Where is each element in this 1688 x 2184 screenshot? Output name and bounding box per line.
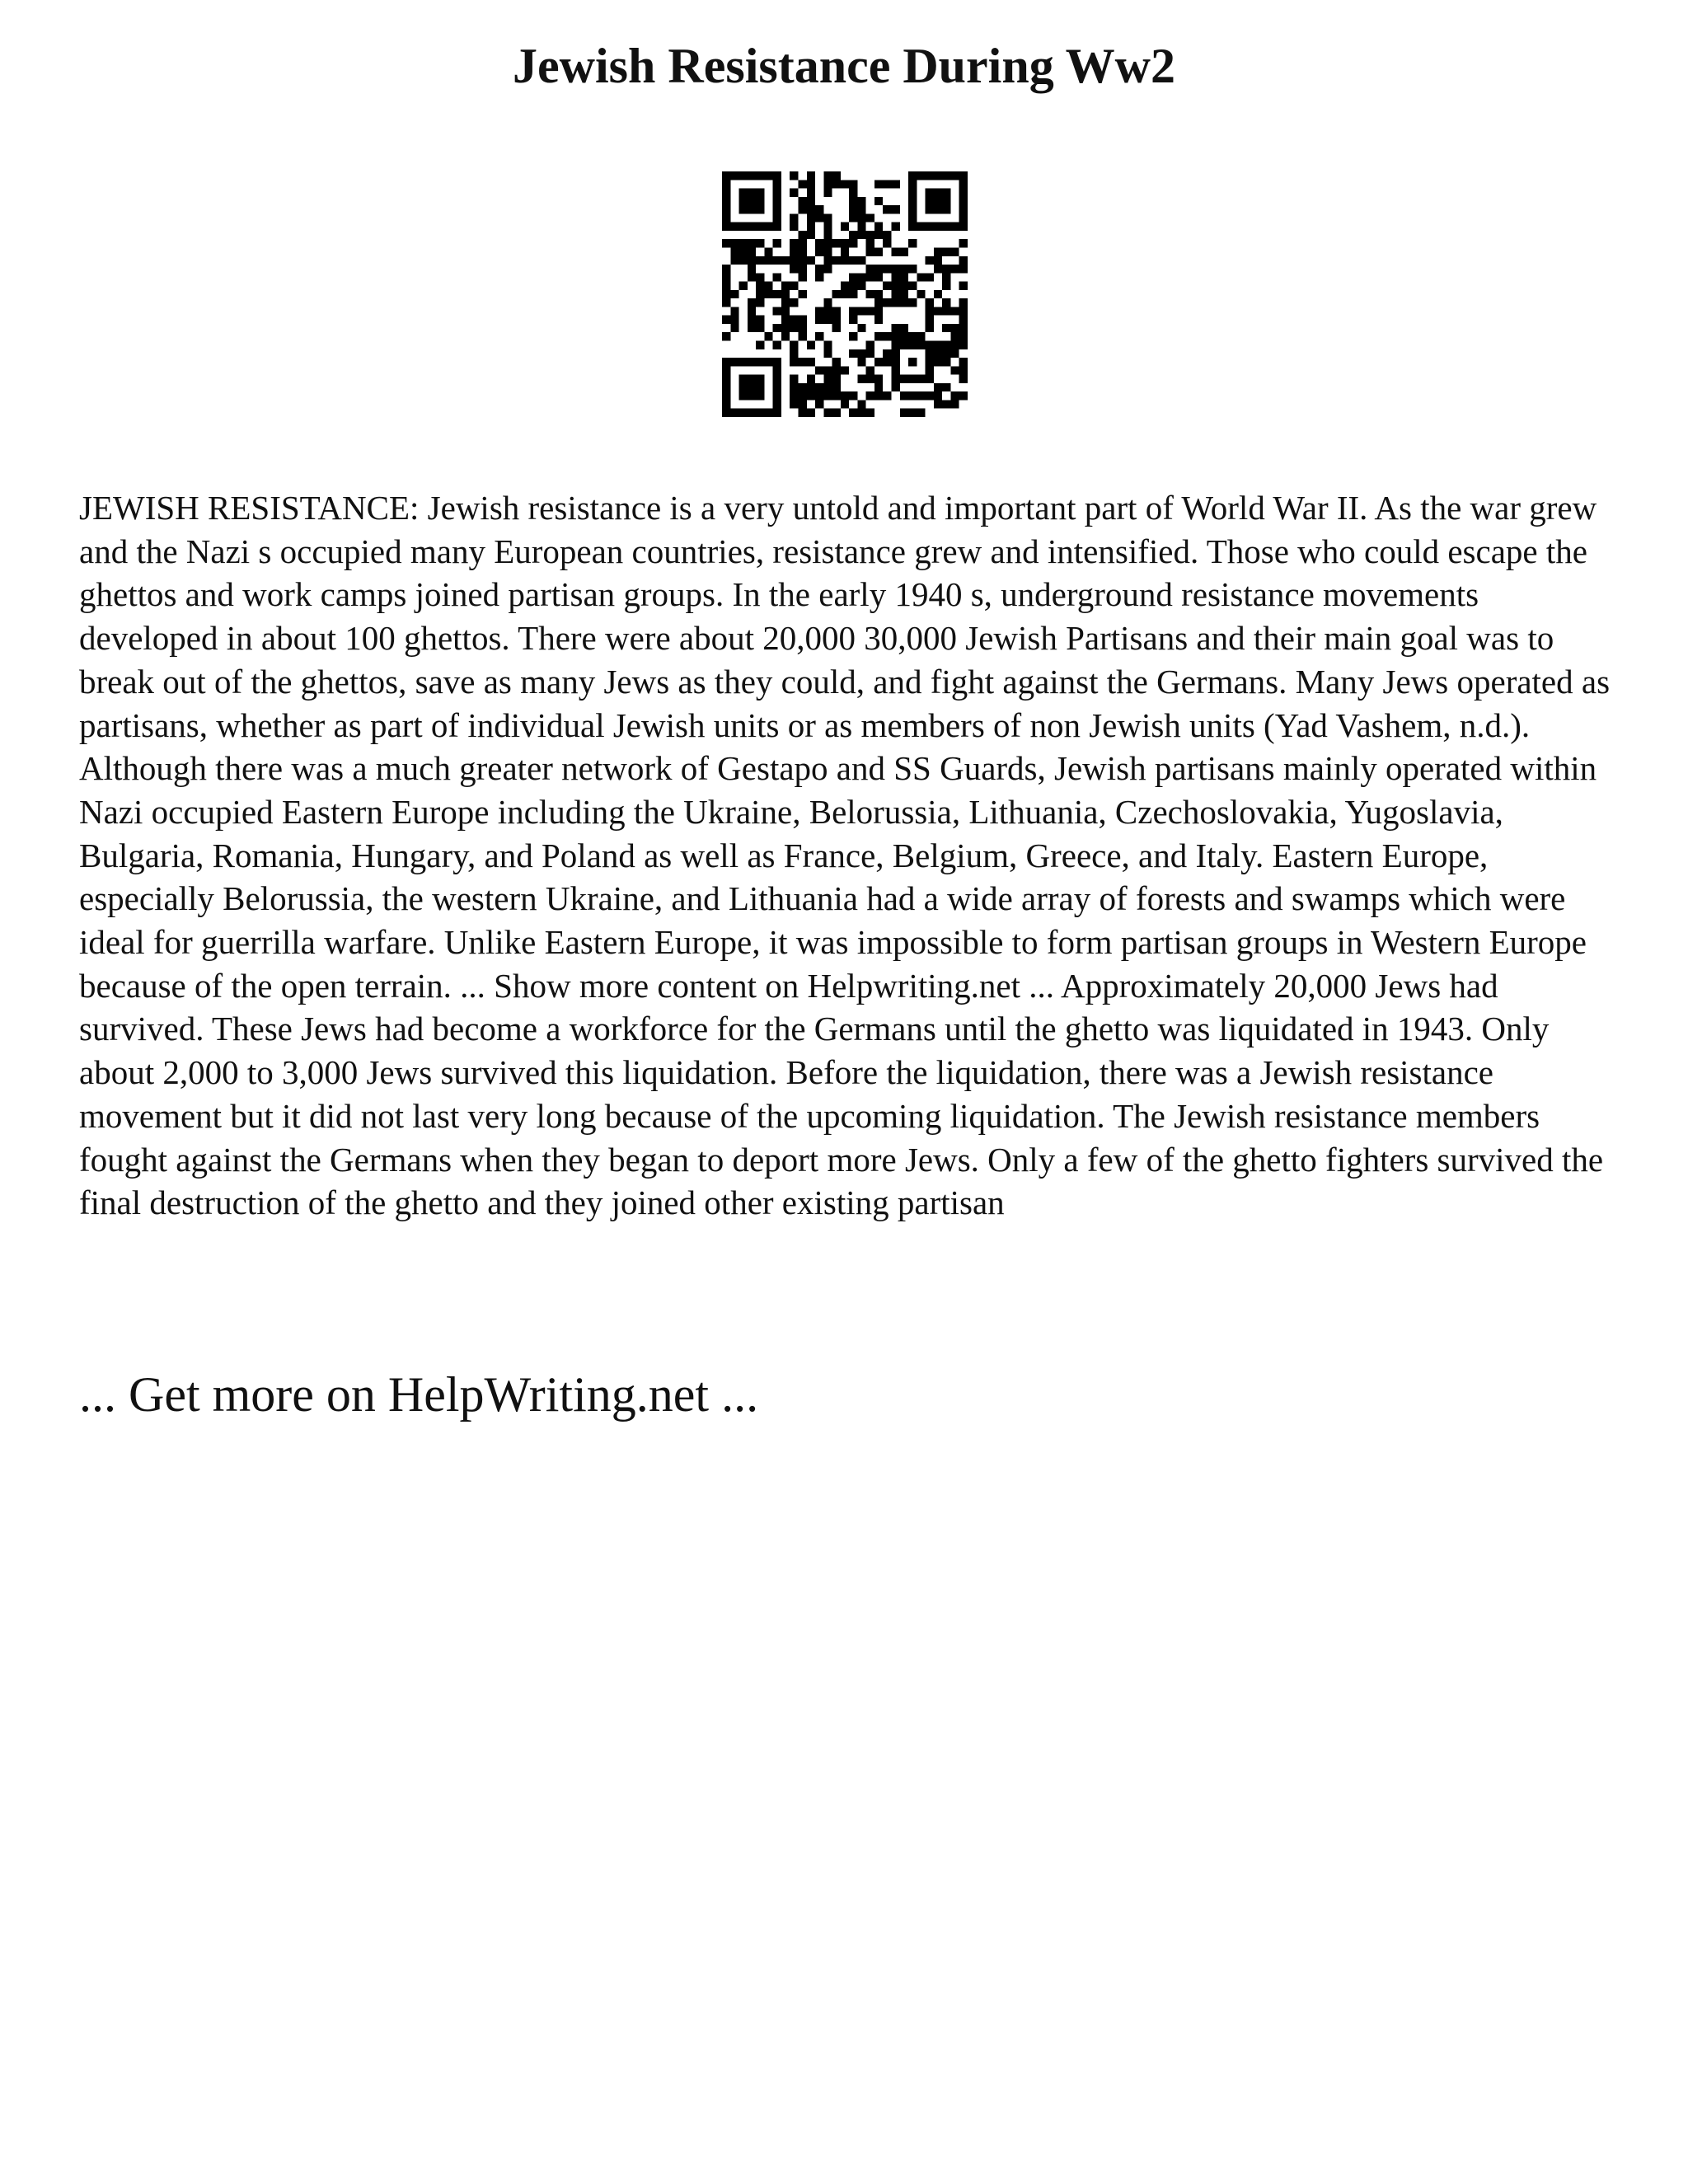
qr-code-icon [722,171,968,417]
get-more-link[interactable]: ... Get more on HelpWriting.net ... [79,1367,759,1422]
page-title: Jewish Resistance During Ww2 [513,39,1175,93]
body-paragraph: JEWISH RESISTANCE: Jewish resistance is a very untold and important part of World War II. As the war grew and the Nazi s occupied many European countries, resistance grew and intensified. Those who could escape the ghettos and work camps joined partisan groups. In the early 1940 s, underground resistance movements developed in about 100 ghettos. There were about 20,000 30,000 Jewish Partisans and their main goal was to break out of the ghettos, save as many Jews as they could, and fight against the Germans. Many Jews operated as partisans, whether as part of individual Jewish units or as members of non Jewish units (Yad Vashem, n.d.). Although there was a much greater network of Gestapo and SS Guards, Jewish partisans mainly operated within Nazi occupied Eastern Europe including the Ukraine, Belorussia, Lithuania, Czechoslovakia, Yugoslavia, Bulgaria, Romania, Hungary, and Poland as well as France, Belgium, Greece, and Italy. Eastern Europe, especially Belorussia, the western Ukraine, and Lithuania had a wide array of forests and swamps which were ideal for guerrilla warfare. Unlike Eastern Europe, it was impossible to form partisan groups in Western Europe because of the open terrain. ... Show more content on Helpwriting.net ... Approximately 20,000 Jews had survived. These Jews had become a workforce for the Germans until the ghetto was liquidated in 1943. Only about 2,000 to 3,000 Jews survived this liquidation. Before the liquidation, there was a Jewish resistance movement but it did not last very long because of the upcoming liquidation. The Jewish resistance members fought against the Germans when they began to deport more Jews. Only a few of the ghetto fighters survived the final destruction of the ghetto and they joined other existing partisan [79,489,1611,1222]
